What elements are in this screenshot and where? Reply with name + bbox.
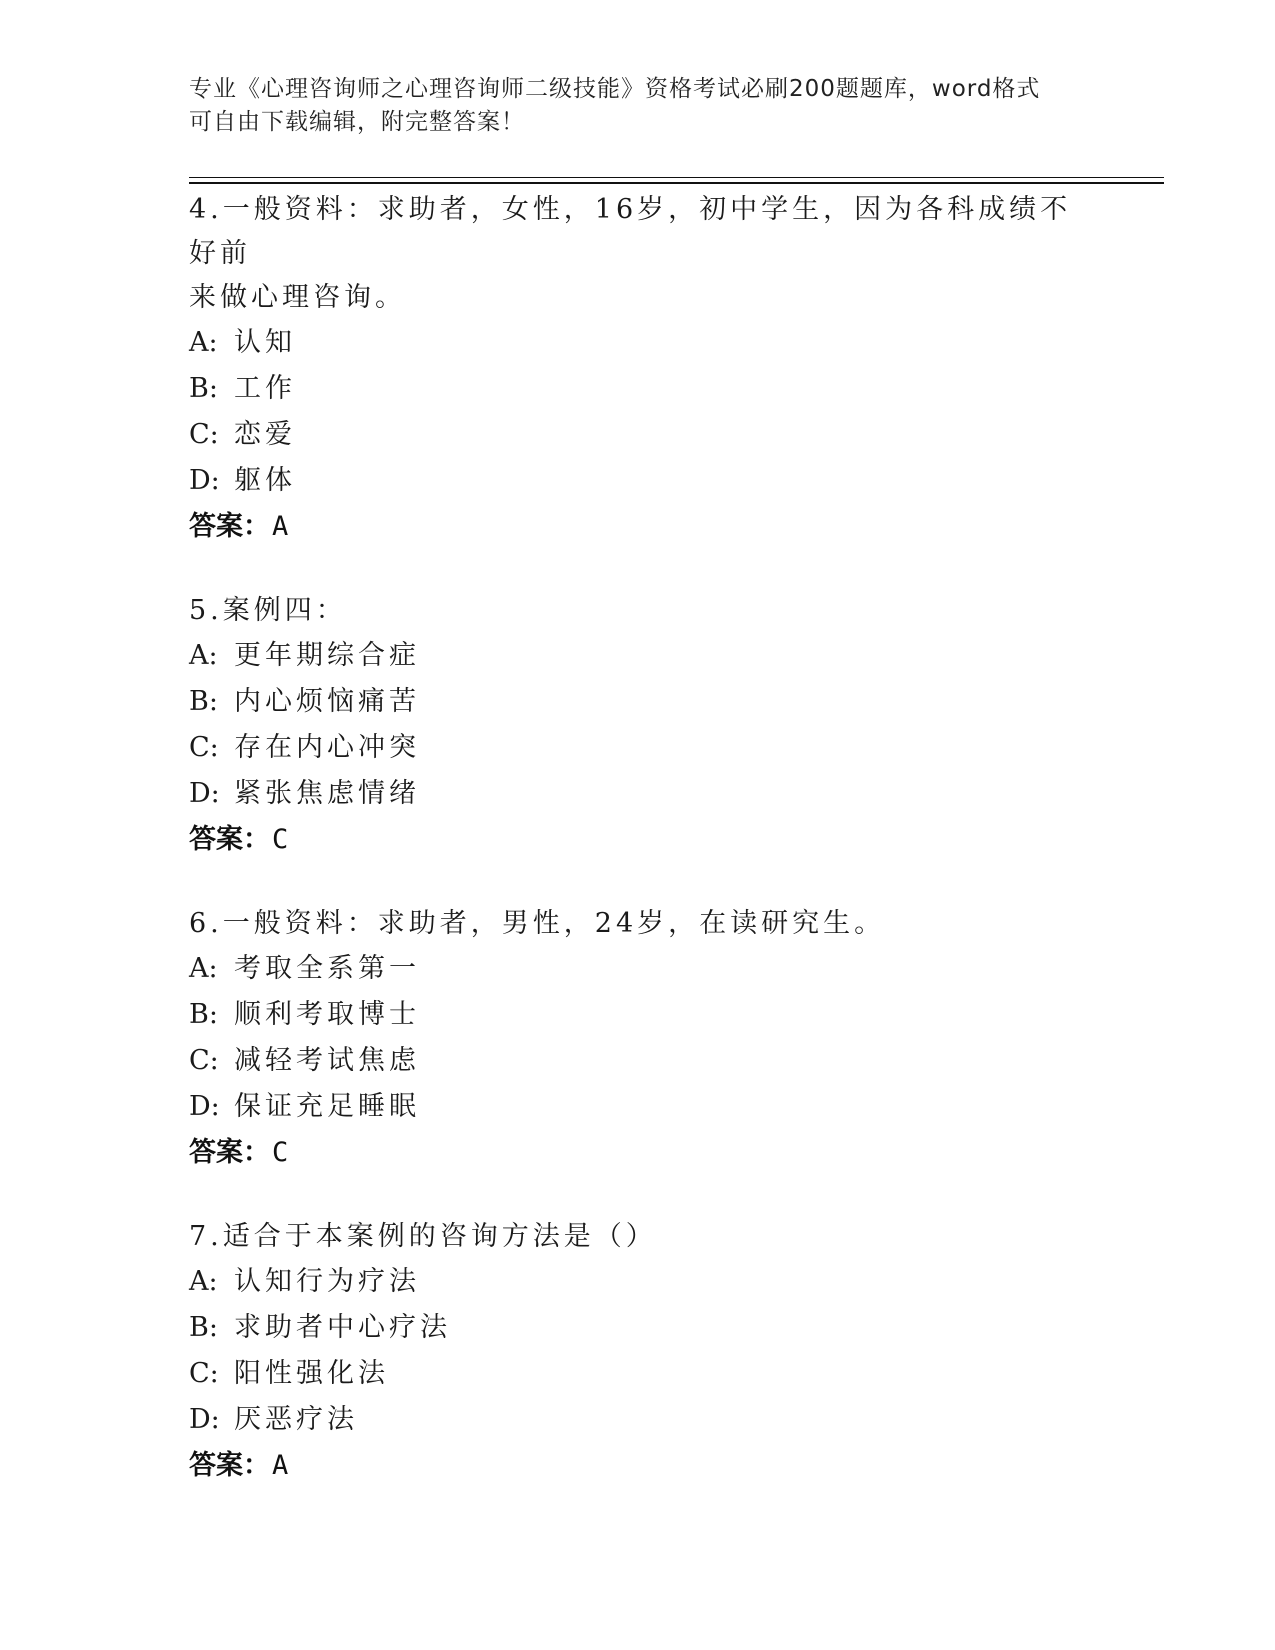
option-key: C: — [189, 1045, 219, 1076]
option-key: D: — [189, 465, 220, 496]
option-list — [189, 320, 1089, 504]
option-b — [189, 1305, 1089, 1351]
option-text: 工作 — [234, 373, 296, 404]
option-text: 认知行为疗法 — [234, 1266, 420, 1297]
option-text: 认知 — [234, 327, 296, 358]
option-a — [189, 1259, 1089, 1305]
option-key: C: — [189, 732, 219, 763]
option-text: 内心烦恼痛苦 — [234, 686, 420, 717]
option-key: B: — [189, 373, 218, 404]
option-key: D: — [189, 778, 220, 809]
option-list — [189, 946, 1089, 1130]
option-text: 厌恶疗法 — [234, 1404, 358, 1435]
answer-line — [189, 1443, 1089, 1489]
option-key: D: — [189, 1404, 220, 1435]
question-stem-line: 6.一般资料：求助者，男性，24岁，在读研究生。 — [189, 908, 886, 939]
option-text: 考取全系第一 — [234, 953, 420, 984]
option-d — [189, 458, 1089, 504]
option-c — [189, 1038, 1089, 1084]
question-4 — [189, 188, 1089, 550]
header-line-2: 可自由下载编辑，附完整答案！ — [189, 109, 525, 135]
header-line-1: 专业《心理咨询师之心理咨询师二级技能》资格考试必刷200题题库，word格式 — [189, 76, 1041, 102]
option-text: 存在内心冲突 — [234, 732, 420, 763]
option-key: B: — [189, 686, 218, 717]
answer-value: C — [272, 824, 289, 855]
option-list — [189, 633, 1089, 817]
question-stem — [189, 188, 1089, 320]
option-key: B: — [189, 1312, 218, 1343]
question-6 — [189, 902, 1089, 1176]
option-text: 求助者中心疗法 — [234, 1312, 451, 1343]
option-c — [189, 1351, 1089, 1397]
question-list — [189, 188, 1089, 1528]
option-key: A: — [189, 1266, 218, 1297]
option-key: C: — [189, 1358, 219, 1389]
option-d — [189, 1397, 1089, 1443]
answer-line — [189, 504, 1089, 550]
answer-line — [189, 1130, 1089, 1176]
option-text: 顺利考取博士 — [234, 999, 420, 1030]
option-c — [189, 412, 1089, 458]
option-a — [189, 320, 1089, 366]
option-text: 保证充足睡眠 — [234, 1091, 420, 1122]
document-header — [189, 73, 1069, 139]
option-d — [189, 1084, 1089, 1130]
question-stem-line: 7.适合于本案例的咨询方法是（） — [189, 1221, 657, 1252]
option-d — [189, 771, 1089, 817]
option-text: 减轻考试焦虑 — [234, 1045, 420, 1076]
option-b — [189, 366, 1089, 412]
answer-line — [189, 817, 1089, 863]
option-b — [189, 992, 1089, 1038]
option-key: A: — [189, 327, 218, 358]
option-text: 更年期综合症 — [234, 640, 420, 671]
header-divider-thin — [189, 177, 1164, 178]
option-key: B: — [189, 999, 218, 1030]
option-key: D: — [189, 1091, 220, 1122]
option-b — [189, 679, 1089, 725]
answer-label: 答案： — [189, 824, 270, 855]
option-text: 阳性强化法 — [234, 1358, 389, 1389]
answer-label: 答案： — [189, 1137, 270, 1168]
answer-label: 答案： — [189, 511, 270, 542]
question-7 — [189, 1215, 1089, 1489]
option-key: C: — [189, 419, 219, 450]
header-divider-thick — [189, 182, 1164, 184]
question-stem — [189, 1215, 1089, 1259]
question-stem — [189, 589, 1089, 633]
option-c — [189, 725, 1089, 771]
question-stem — [189, 902, 1089, 946]
answer-label: 答案： — [189, 1450, 270, 1481]
option-list — [189, 1259, 1089, 1443]
option-text: 恋爱 — [234, 419, 296, 450]
option-text: 紧张焦虑情绪 — [234, 778, 420, 809]
question-5 — [189, 589, 1089, 863]
option-key: A: — [189, 640, 218, 671]
question-stem-line: 5.案例四： — [189, 595, 347, 626]
answer-value: A — [272, 1450, 289, 1481]
answer-value: A — [272, 511, 289, 542]
option-a — [189, 633, 1089, 679]
question-stem-line: 4.一般资料：求助者，女性，16岁，初中学生，因为各科成绩不好前 — [189, 194, 1072, 269]
option-a — [189, 946, 1089, 992]
question-stem-line: 来做心理咨询。 — [189, 282, 406, 313]
option-text: 躯体 — [234, 465, 296, 496]
answer-value: C — [272, 1137, 289, 1168]
option-key: A: — [189, 953, 218, 984]
